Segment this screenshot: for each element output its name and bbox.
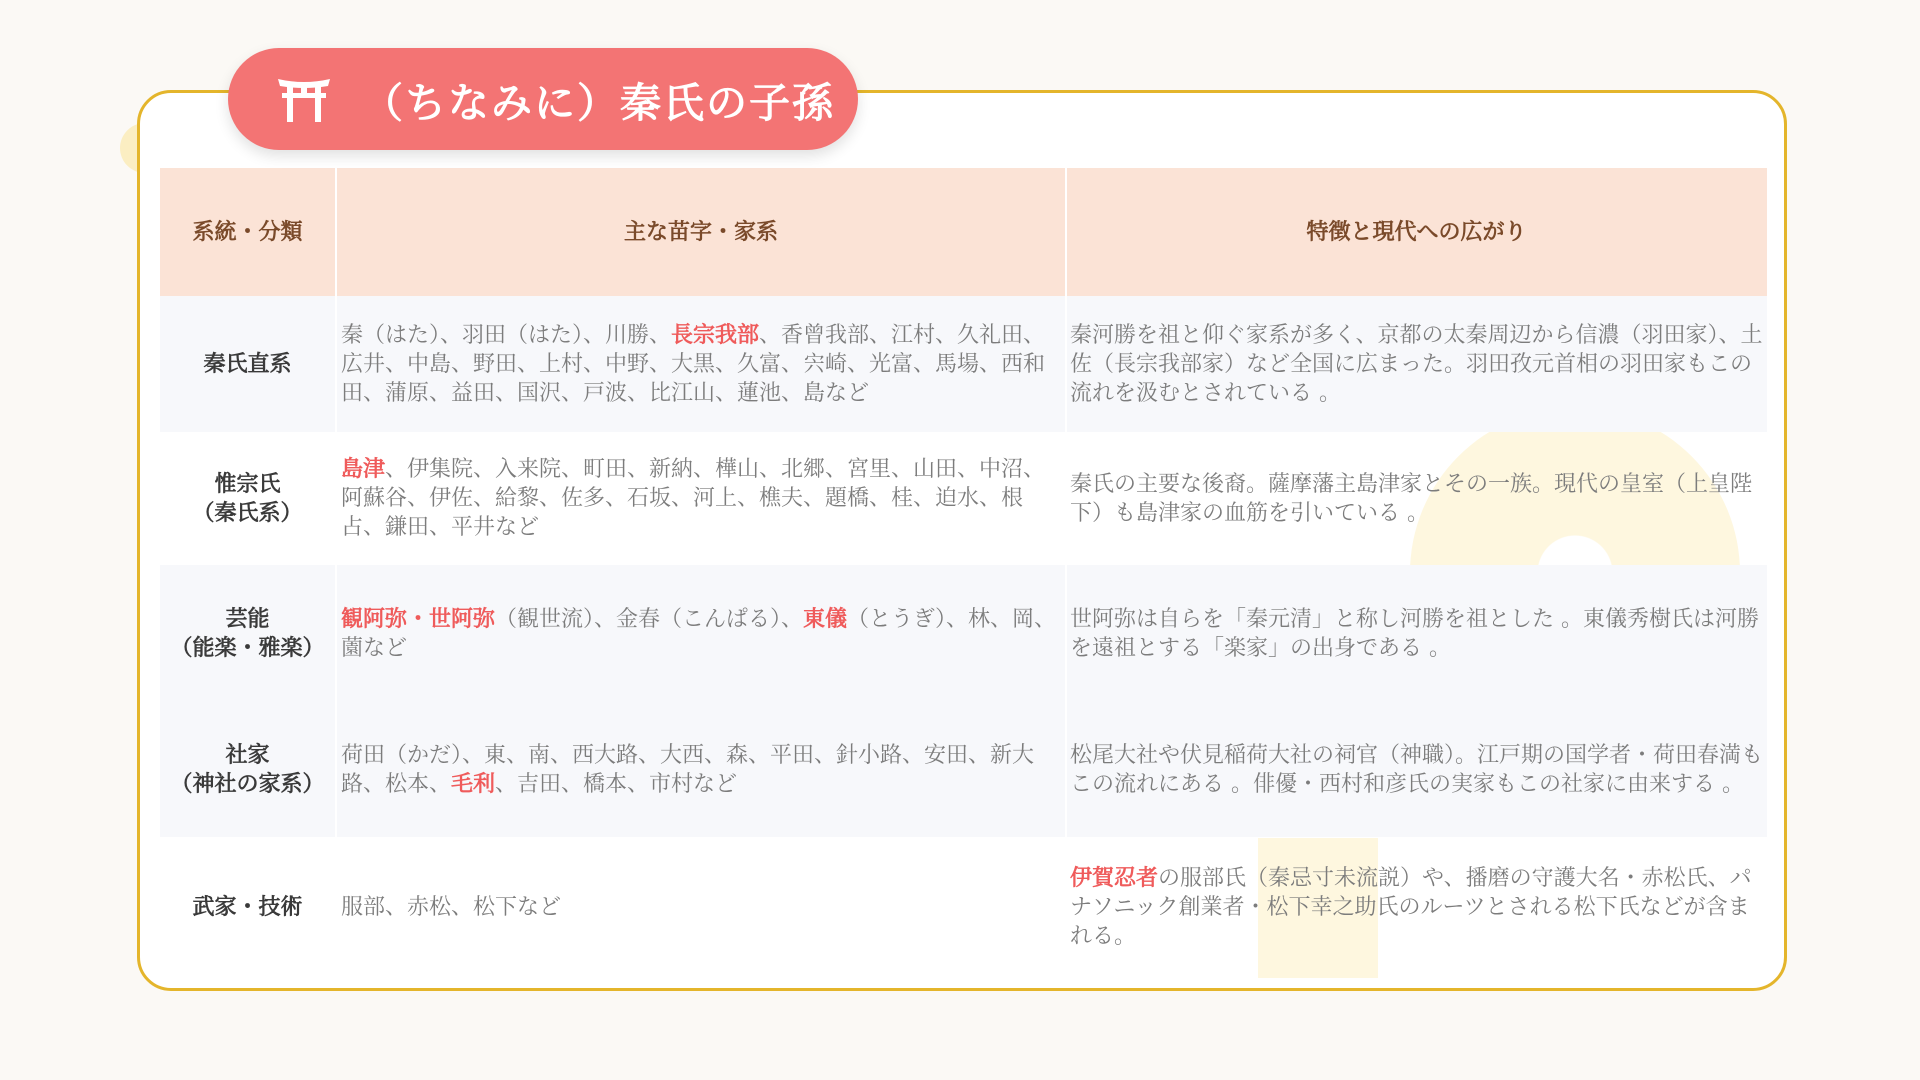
- highlight-name: 観阿弥・世阿弥: [341, 607, 496, 632]
- table-header-row: [160, 168, 1767, 296]
- names-cell: [335, 565, 1065, 703]
- torii-icon: [276, 75, 332, 123]
- names-text: 服部、赤松、松下など: [341, 894, 562, 920]
- category-cell: [160, 703, 335, 837]
- names-text: 荷田（かだ）、東、南、西大路、大西、森、平田、針小路、安田、新大路、松本、: [341, 743, 1035, 797]
- category-cell: [160, 837, 335, 977]
- features-cell: [1065, 837, 1767, 977]
- lineage-table: [160, 168, 1767, 977]
- names-text: 、香曾我部、江村、久礼田、広井、中島、野田、上村、中野、大黒、久富、宍崎、光富、馬場、西和田、蒲原、益田、国沢、戸波、比江山、蓮池、島など: [341, 322, 1046, 406]
- highlight-name: 東儀: [803, 607, 848, 632]
- category-label: 社家 （神社の家系）: [170, 743, 325, 797]
- header-features: 特徴と現代への広がり: [1065, 168, 1767, 296]
- category-cell: [160, 565, 335, 703]
- names-text: 、伊集院、入来院、町田、新納、樺山、北郷、宮里、山田、中沼、阿蘇谷、伊佐、給黎、佐多、石坂、河上、樵夫、題橋、桂、迫水、根占、鎌田、平井など: [341, 457, 1046, 540]
- features-cell: [1065, 432, 1767, 565]
- highlight-name: 島津: [341, 457, 386, 482]
- names-text: （とうぎ）、林、岡、薗など: [341, 607, 1057, 661]
- features-cell: [1065, 565, 1767, 703]
- category-label: 惟宗氏 （秦氏系）: [192, 471, 303, 526]
- category-label: 芸能 （能楽・雅楽）: [170, 607, 325, 661]
- table-row: [160, 703, 1767, 837]
- title-banner: [228, 48, 858, 150]
- table-row: [160, 565, 1767, 703]
- content-card: [137, 90, 1787, 991]
- category-cell: [160, 296, 335, 432]
- category-label: 武家・技術: [192, 894, 303, 920]
- header-names: 主な苗字・家系: [335, 168, 1065, 296]
- features-cell: [1065, 296, 1767, 432]
- highlight-name: 伊賀忍者: [1070, 865, 1159, 891]
- features-text: 秦河勝を祖と仰ぐ家系が多く、京都の太秦周辺から信濃（羽田家）、土佐（長宗我部家）など全国に広まった。羽田孜元首相の羽田家もこの流れを汲むとされている 。: [1070, 322, 1763, 406]
- features-text: 世阿弥は自らを「秦元清」と称し河勝を祖とした 。東儀秀樹氏は河勝を遠祖とする「楽家」の出身である 。: [1070, 607, 1759, 661]
- category-label: 秦氏直系: [203, 351, 292, 377]
- names-cell: [335, 703, 1065, 837]
- highlight-name: 長宗我部: [671, 322, 760, 348]
- names-text: 、吉田、橋本、市村など: [495, 772, 738, 797]
- table-row: [160, 296, 1767, 432]
- names-cell: [335, 837, 1065, 977]
- features-text: の服部氏（秦忌寸未流説）や、播磨の守護大名・赤松氏、パナソニック創業者・松下幸之助氏のルーツとされる松下氏などが含まれる。: [1070, 865, 1752, 949]
- page-title: （ちなみに）秦氏の子孫: [362, 78, 835, 127]
- names-text: 秦（はた）、羽田（はた）、川勝、: [341, 322, 672, 348]
- names-cell: [335, 432, 1065, 565]
- highlight-name: 毛利: [451, 772, 496, 797]
- category-cell: [160, 432, 335, 565]
- features-text: 松尾大社や伏見稲荷大社の祠官（神職）。江戸期の国学者・荷田春満もこの流れにある 。俳優・西村和彦氏の実家もこの社家に由来する 。: [1070, 743, 1764, 797]
- header-category: 系統・分類: [192, 219, 303, 245]
- names-cell: [335, 296, 1065, 432]
- names-text: （観世流）、金春（こんぱる）、: [495, 607, 804, 632]
- features-text: 秦氏の主要な後裔。薩摩藩主島津家とその一族。現代の皇室（上皇陛下）も島津家の血筋を引いている 。: [1070, 471, 1753, 526]
- features-cell: [1065, 703, 1767, 837]
- table-row: [160, 837, 1767, 977]
- table-row: [160, 432, 1767, 565]
